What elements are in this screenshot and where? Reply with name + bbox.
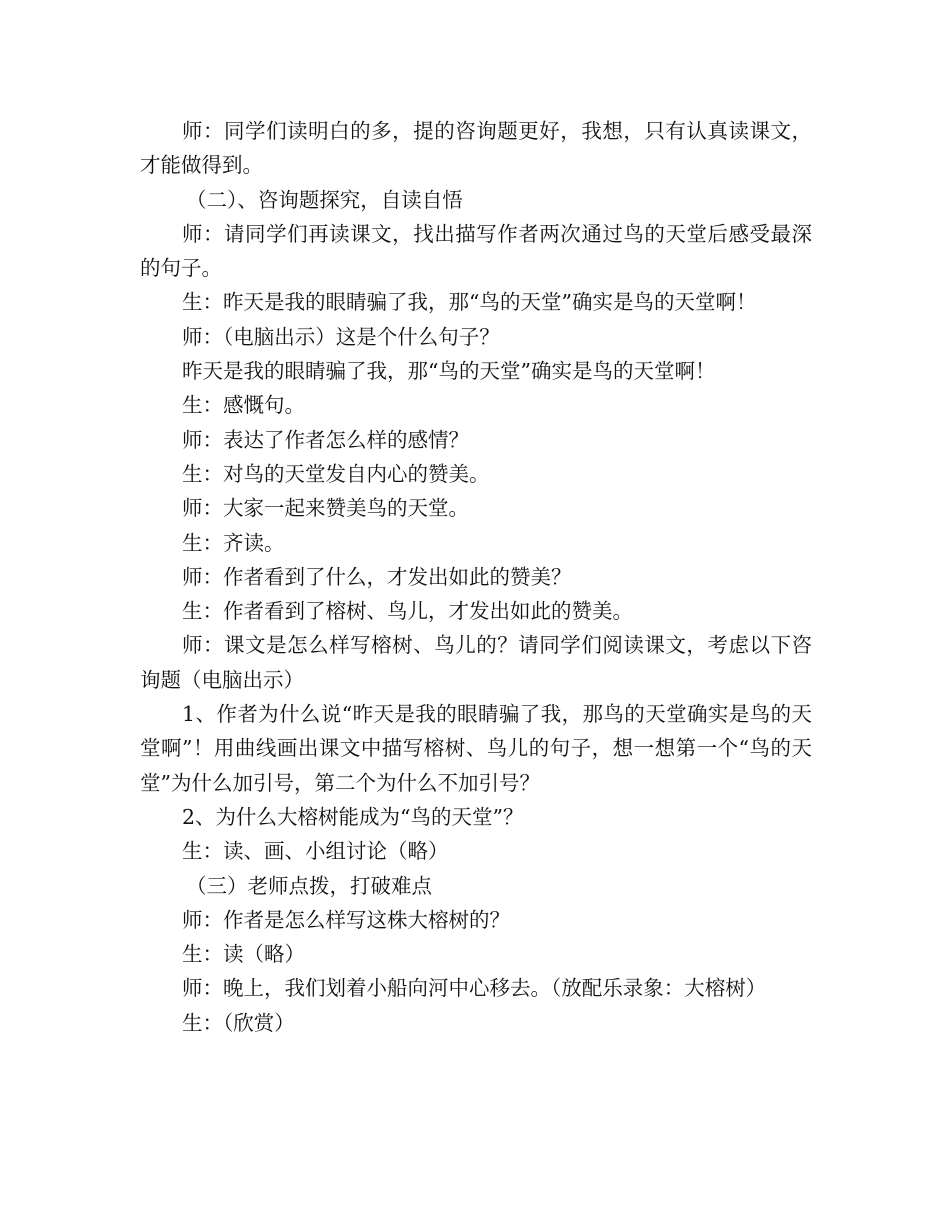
paragraph-11: 生：齐读。 bbox=[182, 530, 285, 555]
paragraph-19: 师：作者是怎么样写这株大榕树的？ bbox=[182, 907, 510, 932]
paragraph-6: 昨天是我的眼睛骗了我，那“鸟的天堂”确实是鸟的天堂啊！ bbox=[182, 359, 716, 384]
paragraph-22: 生：（欣赏） bbox=[182, 1010, 295, 1035]
section-heading-3: （三）老师点拨，打破难点 bbox=[186, 873, 432, 898]
paragraph-5: 师：（电脑出示）这是个什么句子？ bbox=[182, 324, 500, 349]
paragraph-15: 1、作者为什么说“昨天是我的眼睛骗了我，那鸟的天堂确实是鸟的天堂啊”！用曲线画出课文中描写榕树、鸟儿的句子，想一想第一个“鸟的天堂”为什么加引号，第二个为什么不加引号？ bbox=[140, 702, 812, 795]
paragraph-13: 生：作者看到了榕树、鸟儿，才发出如此的赞美。 bbox=[182, 599, 633, 624]
paragraph-7: 生：感慨句。 bbox=[182, 393, 305, 418]
paragraph-3: 师：请同学们再读课文，找出描写作者两次通过鸟的天堂后感受最深的句子。 bbox=[140, 221, 812, 281]
document-body bbox=[140, 114, 812, 1040]
paragraph-4: 生：昨天是我的眼睛骗了我，那“鸟的天堂”确实是鸟的天堂啊！ bbox=[182, 290, 757, 315]
section-heading-2: （二）、咨询题探究，自读自悟 bbox=[186, 187, 463, 212]
paragraph-14: 师：课文是怎么样写榕树、鸟儿的？请同学们阅读课文，考虑以下咨询题（电脑出示） bbox=[140, 633, 812, 692]
paragraph-10: 师：大家一起来赞美鸟的天堂。 bbox=[182, 496, 469, 521]
paragraph-16: 2、为什么大榕树能成为“鸟的天堂”？ bbox=[182, 804, 524, 829]
paragraph-8: 师：表达了作者怎么样的感情？ bbox=[182, 427, 469, 452]
paragraph-1: 师：同学们读明白的多，提的咨询题更好，我想，只有认真读课文，才能做得到。 bbox=[140, 119, 812, 178]
paragraph-20: 生：读（略） bbox=[182, 942, 305, 967]
paragraph-21: 师：晚上，我们划着小船向河中心移去。（放配乐录象：大榕树） bbox=[182, 976, 767, 1001]
paragraph-12: 师：作者看到了什么，才发出如此的赞美？ bbox=[182, 564, 572, 589]
paragraph-9: 生：对鸟的天堂发自内心的赞美。 bbox=[182, 461, 490, 486]
paragraph-17: 生：读、画、小组讨论（略） bbox=[182, 839, 449, 864]
